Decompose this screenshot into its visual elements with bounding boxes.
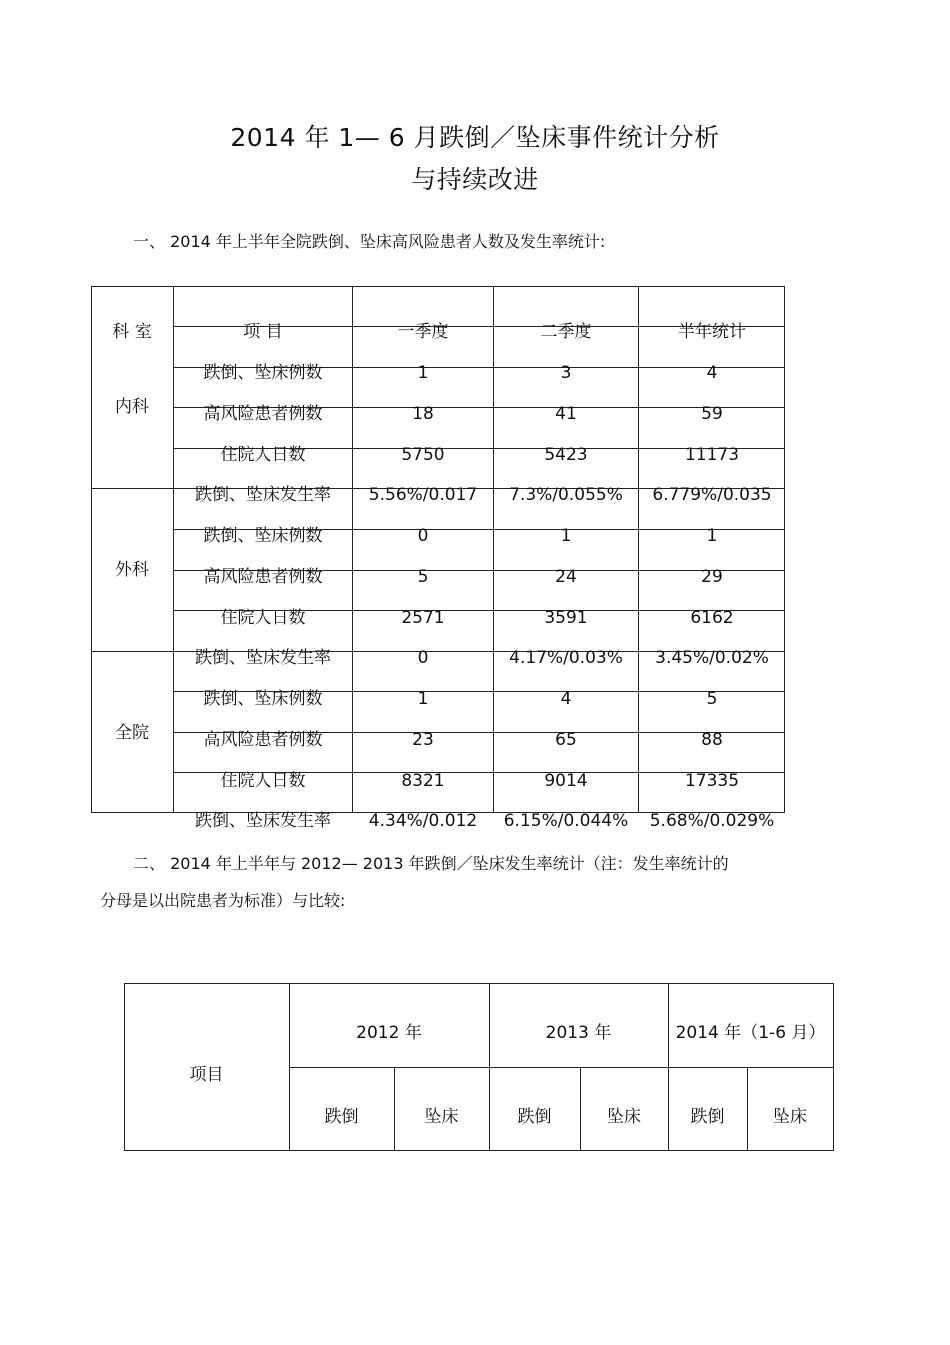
row-q2: 4.17%/0.03% — [509, 648, 623, 668]
header-dept: 科 室 — [112, 322, 152, 342]
dept-label: 内科 — [115, 397, 149, 417]
row-item: 住院人日数 — [220, 771, 306, 791]
row-half: 88 — [701, 730, 723, 750]
header-year-2014: 2014 年（1-6 月） — [675, 1023, 826, 1043]
table-rule — [91, 286, 785, 287]
header-year-2012: 2012 年 — [356, 1023, 422, 1043]
row-q2: 5423 — [544, 445, 588, 465]
row-half: 6.779%/0.035 — [652, 485, 772, 505]
header-item: 项目 — [189, 1065, 224, 1085]
subheader-bed-fall: 坠床 — [607, 1107, 641, 1127]
row-item: 高风险患者例数 — [203, 567, 323, 587]
header-item: 项 目 — [243, 322, 283, 342]
row-item: 跌倒、坠床例数 — [203, 526, 323, 546]
row-item: 高风险患者例数 — [203, 404, 323, 424]
document-title-line-1: 2014 年 1— 6 月跌倒／坠床事件统计分析 — [230, 123, 720, 152]
row-half: 3.45%/0.02% — [655, 648, 769, 668]
row-q2: 9014 — [544, 771, 588, 791]
table-rule — [124, 983, 834, 984]
row-q2: 65 — [555, 730, 577, 750]
header-q2: 二季度 — [540, 322, 592, 342]
row-item: 高风险患者例数 — [203, 730, 323, 750]
row-half: 1 — [706, 526, 718, 546]
row-q2: 7.3%/0.055% — [509, 485, 623, 505]
row-q1: 5 — [417, 567, 429, 587]
row-q1: 0 — [417, 648, 429, 668]
table-rule — [124, 1150, 834, 1151]
subheader-bed-fall: 坠床 — [424, 1107, 459, 1127]
subheader-bed-fall: 坠床 — [773, 1107, 807, 1127]
table-rule — [833, 983, 834, 1151]
subheader-fall: 跌倒 — [690, 1107, 725, 1127]
row-q2: 1 — [560, 526, 572, 546]
row-q1: 8321 — [401, 771, 445, 791]
row-item: 跌倒、坠床例数 — [203, 363, 323, 383]
row-q2: 3 — [560, 363, 572, 383]
section-1-heading: 一、 2014 年上半年全院跌倒、坠床高风险患者人数及发生率统计: — [133, 232, 606, 251]
subheader-fall: 跌倒 — [324, 1107, 359, 1127]
row-item: 住院人日数 — [220, 608, 306, 628]
row-q2: 3591 — [544, 608, 588, 628]
row-item: 跌倒、坠床发生率 — [195, 811, 331, 831]
row-item: 住院人日数 — [220, 445, 306, 465]
subheader-fall: 跌倒 — [517, 1107, 552, 1127]
row-item: 跌倒、坠床发生率 — [195, 485, 331, 505]
row-q1: 5750 — [401, 445, 445, 465]
section-2-heading-continued: 分母是以出院患者为标准）与比较: — [100, 891, 346, 910]
row-q1: 5.56%/0.017 — [368, 485, 478, 505]
row-q1: 18 — [412, 404, 434, 424]
document-title-line-2: 与持续改进 — [411, 165, 539, 194]
row-q1: 4.34%/0.012 — [368, 811, 478, 831]
dept-label: 外科 — [115, 560, 149, 580]
row-q1: 1 — [417, 689, 429, 709]
row-q2: 4 — [560, 689, 572, 709]
row-half: 29 — [701, 567, 723, 587]
row-half: 59 — [701, 404, 723, 424]
row-half: 11173 — [684, 445, 740, 465]
row-half: 6162 — [690, 608, 734, 628]
row-q1: 2571 — [401, 608, 445, 628]
row-item: 跌倒、坠床例数 — [203, 689, 323, 709]
header-year-2013: 2013 年 — [545, 1023, 612, 1043]
row-q2: 6.15%/0.044% — [503, 811, 629, 831]
table-rule — [289, 1067, 834, 1068]
row-half: 4 — [706, 363, 718, 383]
row-half: 5 — [706, 689, 718, 709]
row-half: 17335 — [684, 771, 740, 791]
row-half: 5.68%/0.029% — [649, 811, 775, 831]
row-q2: 41 — [555, 404, 577, 424]
header-q1: 一季度 — [397, 322, 449, 342]
row-q1: 0 — [417, 526, 429, 546]
row-item: 跌倒、坠床发生率 — [195, 648, 331, 668]
dept-label: 全院 — [115, 723, 149, 743]
header-half-year: 半年统计 — [678, 322, 746, 342]
row-q2: 24 — [555, 567, 577, 587]
row-q1: 23 — [412, 730, 434, 750]
row-q1: 1 — [417, 363, 429, 383]
section-2-heading: 二、 2014 年上半年与 2012— 2013 年跌倒／坠床发生率统计（注：发生率统计的 — [133, 854, 729, 873]
